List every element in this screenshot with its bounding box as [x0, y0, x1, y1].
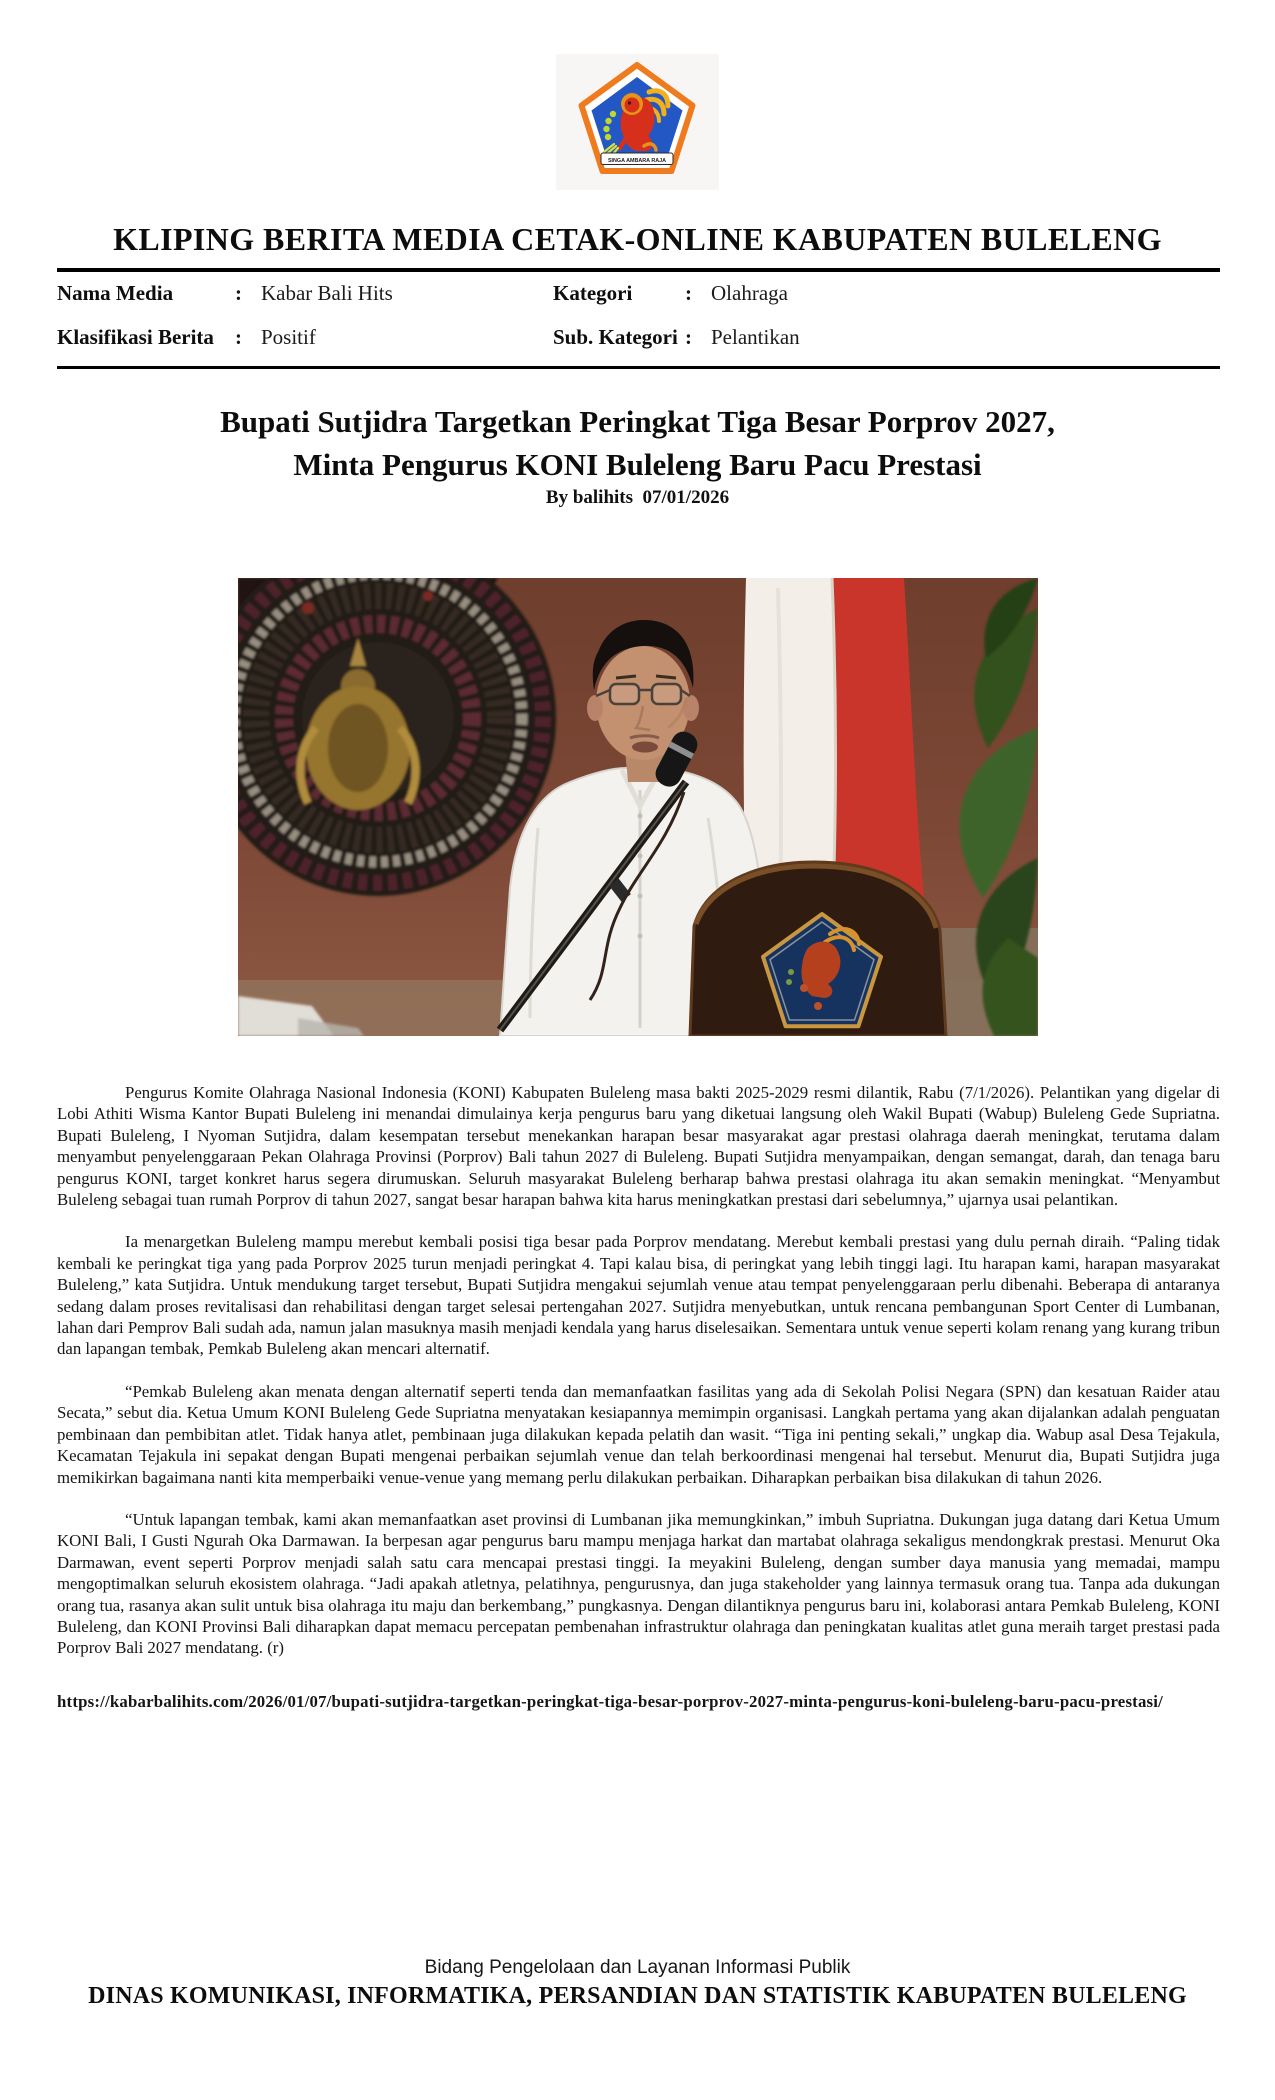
article-byline: By balihits 07/01/2026 [545, 487, 730, 508]
photo-podium [690, 862, 946, 1036]
article-title [0, 400, 1275, 486]
colon: : [235, 325, 242, 349]
article-paragraph: Ia menargetkan Buleleng mampu merebut kembali posisi tiga besar pada Porprov mendatang. Merebut kembali prestasi yang dulu pernah diraih. “Paling tidak kembali ke peringkat tiga yang pada Porprov 2025 turun menjadi peringkat 4. Tapi kalau bisa, di peringkat yang lebih tinggi lagi. Itu harapan kami, harapan masyarakat Buleleng,” kata Sutjidra. Untuk mendukung target tersebut, Bupati Sutjidra mengakui sejumlah venue atau tempat penyelenggaraan perlu dibenahi. Beberapa di antaranya sedang dalam proses revitalisasi dan rehabilitasi dengan target selesai pertengahan 2027. Sutjidra menyebutkan, untuk rencana pembangunan Sport Center di Lumbanan, lahan dari Pemprov Bali sudah ada, namun jalan masuknya masih menjadi kendala yang harus diselesaikan. Sementara untuk venue seperti kolam renang yang kurang tribun dan lapangan tembak, Pemkab Buleleng akan mencari alternatif. [57, 1232, 1220, 1359]
nama-media-label: Nama Media [57, 281, 174, 305]
article-photo [238, 578, 1038, 1036]
emblem-banner-text: SINGA AMBARA RAJA [607, 157, 667, 164]
metadata-divider [57, 366, 1220, 369]
metadata-row [57, 281, 1220, 325]
sub-kategori-label: Sub. Kategori [553, 325, 678, 349]
colon: : [685, 325, 692, 349]
article-paragraph: “Untuk lapangan tembak, kami akan memanfaatkan aset provinsi di Lumbanan jika memungkinkan,” imbuh Supriatna. Dukungan juga datang dari Ketua Umum KONI Bali, I Gusti Ngurah Oka Darmawan. Ia berpesan agar pengurus baru mampu menjaga harkat dan martabat olahraga sekaligus mendongkrak prestasi. Menurut Oka Darmawan, event seperti Porprov menjadi salah satu cara mencapai prestasi tinggi. Ia meyakini Buleleng, dengan sumber daya manusia yang memadai, mampu mengoptimalkan seluruh ekosistem olahraga. “Jadi apakah atletnya, pelatihnya, pengurusnya, dan juga stakeholder yang lainnya termasuk orang tua. Tanpa ada dukungan orang tua, rasanya akan sulit untuk bisa olahraga itu maju dan berkembang,” pungkasnya. Dengan dilantiknya pengurus baru ini, kolaborasi antara Pemkab Buleleng, KONI Buleleng, dan KONI Provinsi Bali diharapkan dapat memacu percepatan pembenahan infrastruktur olahraga dan peningkatan kualitas atlet guna meraih target prestasi pada Porprov Bali 2027 mendatang. (r) [57, 1509, 1220, 1658]
kategori-value: Olahraga [711, 281, 788, 305]
page-title: KLIPING BERITA MEDIA CETAK-ONLINE KABUPATEN BULELENG [113, 221, 1162, 257]
source-url-link[interactable]: https://kabarbalihits.com/2026/01/07/bupati-sutjidra-targetkan-peringkat-tiga-besar-porprov-2027-minta-pengurus-koni-buleleng-baru-pacu-prestasi/ [57, 1691, 1164, 1711]
footer-agency-name: DINAS KOMUNIKASI, INFORMATIKA, PERSANDIAN DAN STATISTIK KABUPATEN BULELENG [88, 1983, 1187, 2009]
colon: : [685, 281, 692, 305]
media-metadata-table [57, 281, 1220, 369]
klasifikasi-label: Klasifikasi Berita [57, 325, 214, 349]
footer-division-name: Bidang Pengelolaan dan Layanan Informasi Publik [424, 1957, 851, 1978]
header-divider [57, 268, 1220, 272]
buleleng-regency-emblem [556, 54, 719, 190]
metadata-row [57, 325, 1220, 369]
colon: : [235, 281, 242, 305]
emblem-graphic [556, 54, 719, 190]
article-body [57, 1082, 1220, 1733]
klasifikasi-value: Positif [261, 325, 316, 349]
article-paragraph: Pengurus Komite Olahraga Nasional Indonesia (KONI) Kabupaten Buleleng masa bakti 2025-2029 resmi dilantik, Rabu (7/1/2026). Pelantikan yang digelar di Lobi Athiti Wisma Kantor Bupati Buleleng ini menandai dimulainya kerja pengurus baru yang diketuai langsung oleh Wakil Bupati (Wabup) Buleleng Gede Supriatna. Bupati Buleleng, I Nyoman Sutjidra, dalam kesempatan tersebut menekankan harapan besar masyarakat agar prestasi olahraga daerah meningkat, terutama dalam menyambut penyelenggaraan Pekan Olahraga Provinsi (Porprov) Bali tahun 2027 di Buleleng. Bupati Sutjidra menyampaikan, dengan semangat, darah, dan tenaga baru pengurus KONI, target konkret harus segera dirumuskan. Seluruh masyarakat Buleleng berharap bahwa prestasi olahraga itu akan semakin meningkat. “Menyambut Buleleng sebagai tuan rumah Porprov di tahun 2027, sangat besar harapan bahwa kita harus meningkatkan prestasi dari sebelumnya,” ujarnya usai pelantikan. [57, 1083, 1220, 1210]
sub-kategori-value: Pelantikan [711, 325, 800, 349]
kategori-label: Kategori [553, 281, 633, 305]
article-paragraph: “Pemkab Buleleng akan menata dengan alternatif seperti tenda dan memanfaatkan fasilitas yang ada di Sekolah Polisi Negara (SPN) dan kesatuan Raider atau Secata,” sebut dia. Ketua Umum KONI Buleleng Gede Supriatna menyatakan kesiapannya memimpin organisasi. Langkah pertama yang akan dijalankan adalah penguatan pembinaan dan pembibitan atlet. Tidak hanya atlet, pembinaan juga dilakukan kepada pelatih dan wasit. “Tiga ini penting sekali,” ungkap dia. Wabup asal Desa Tejakula, Kecamatan Tejakula ini sepakat dengan Bupati mengenai perbaikan sejumlah venue dan telah berkoordinasi mengenai hal tersebut. Menurut dia, Bupati Sutjidra juga memikirkan bagaimana nanti kita memperbaiki venue-venue yang memang perlu dilakukan perbaikan. Diharapkan perbaikan bisa dilakukan di tahun 2026. [57, 1381, 1220, 1487]
article-title-line1: Bupati Sutjidra Targetkan Peringkat Tiga Besar Porprov 2027, [220, 404, 1055, 439]
nama-media-value: Kabar Bali Hits [261, 281, 393, 305]
emblem-banner [601, 153, 673, 165]
photo-illustration [238, 578, 1038, 1036]
article-title-line2: Minta Pengurus KONI Buleleng Baru Pacu Prestasi [293, 447, 982, 482]
